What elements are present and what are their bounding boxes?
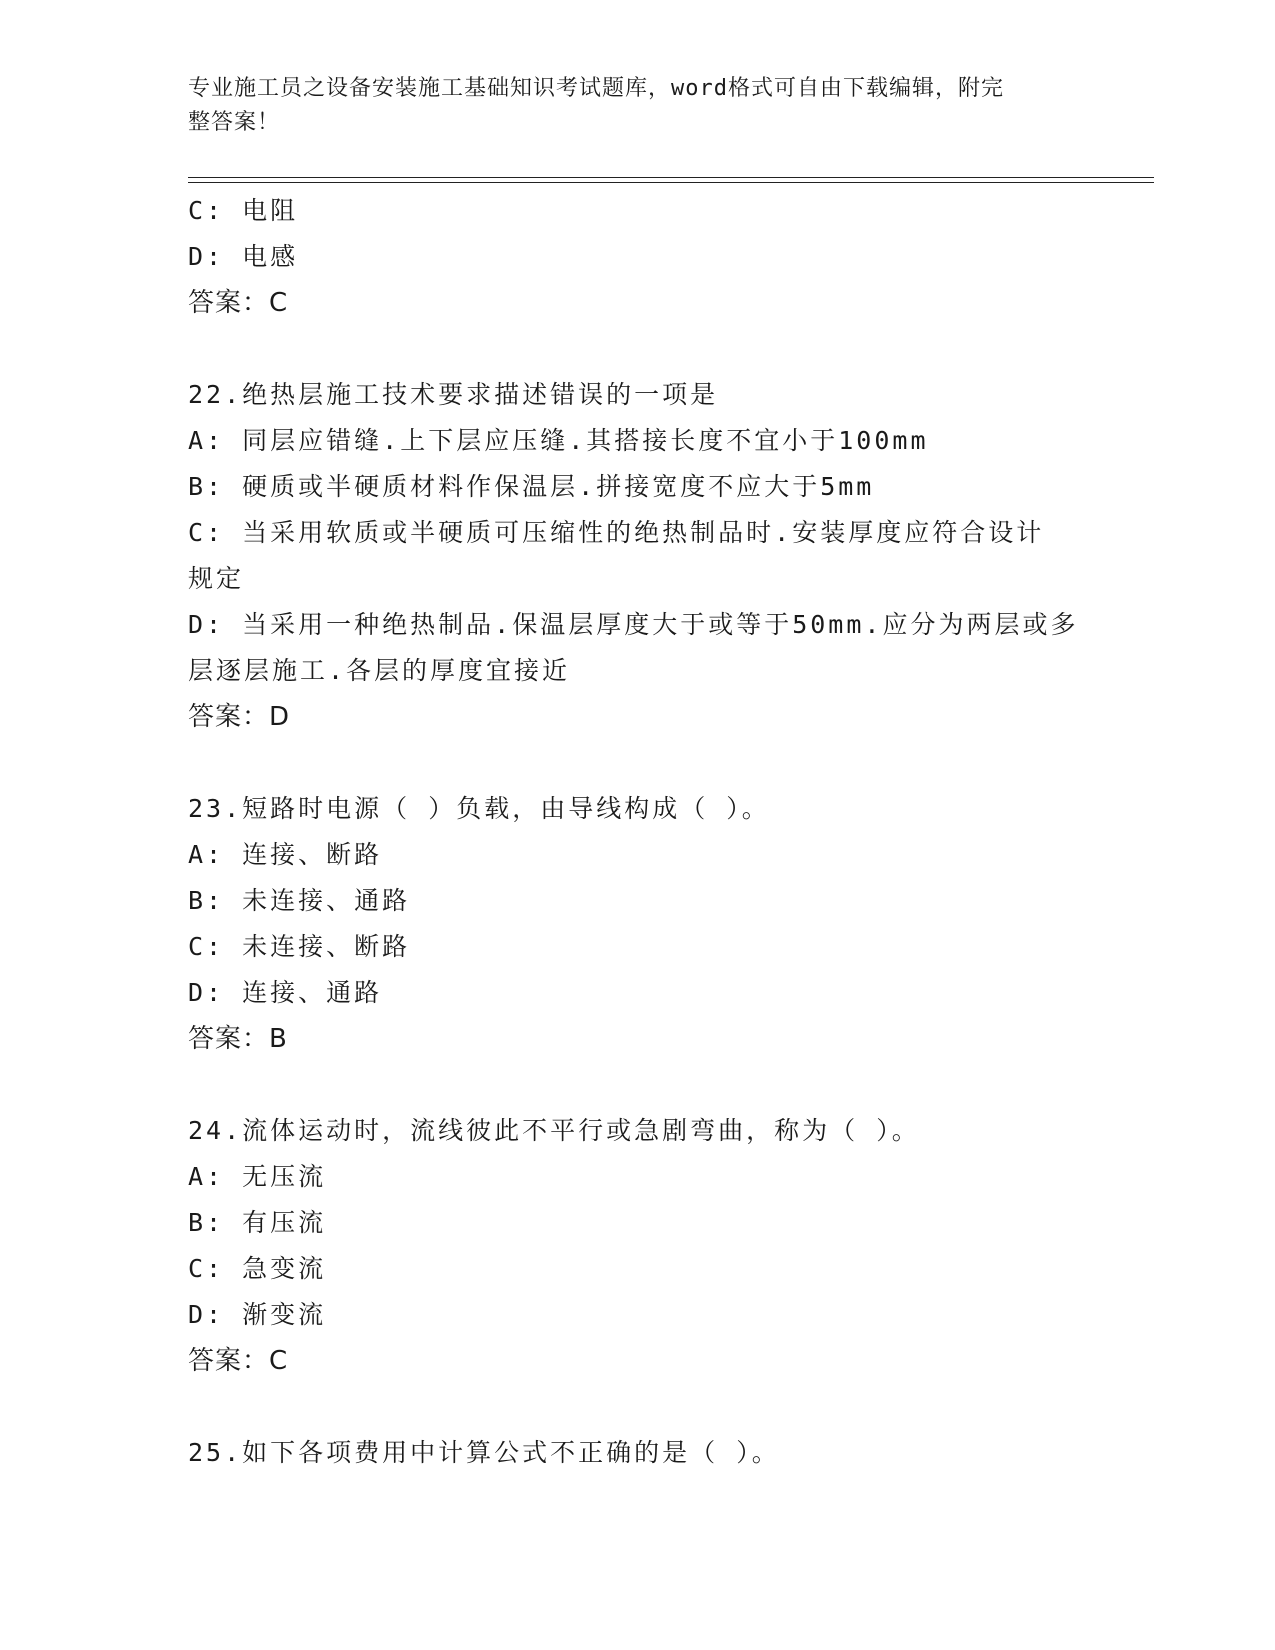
question-24	[188, 1108, 1088, 1384]
option-c: C: 电阻	[188, 196, 299, 225]
spacer	[188, 1062, 1088, 1108]
document-header	[188, 72, 1068, 140]
spacer	[188, 740, 1088, 786]
spacer	[188, 1384, 1088, 1430]
option-c: C: 未连接、断路	[188, 932, 411, 961]
question-list	[188, 188, 1088, 1476]
spacer	[188, 326, 1088, 372]
answer: 答案：D	[188, 702, 291, 732]
option-d: D: 当采用一种绝热制品.保温层厚度大于或等于50mm.应分为两层或多	[188, 610, 1079, 639]
option-a: A: 连接、断路	[188, 840, 383, 869]
answer: 答案：C	[188, 288, 289, 318]
question-text: 23.短路时电源（ ）负载，由导线构成（ ）。	[188, 794, 770, 823]
header-rule-bottom	[188, 182, 1154, 183]
question-text: 22.绝热层施工技术要求描述错误的一项是	[188, 380, 719, 409]
header-rule-top	[188, 177, 1154, 178]
option-b: B: 有压流	[188, 1208, 327, 1237]
answer: 答案：B	[188, 1024, 288, 1054]
question-23	[188, 786, 1088, 1062]
option-d: D: 连接、通路	[188, 978, 383, 1007]
question-text: 24.流体运动时，流线彼此不平行或急剧弯曲，称为（ ）。	[188, 1116, 920, 1145]
option-b: B: 硬质或半硬质材料作保温层.拼接宽度不应大于5mm	[188, 472, 875, 501]
option-d-continued: 层逐层施工.各层的厚度宜接近	[188, 656, 571, 685]
option-c: C: 急变流	[188, 1254, 327, 1283]
option-c: C: 当采用软质或半硬质可压缩性的绝热制品时.安装厚度应符合设计	[188, 518, 1045, 547]
option-a: A: 同层应错缝.上下层应压缝.其搭接长度不宜小于100mm	[188, 426, 929, 455]
answer: 答案：C	[188, 1346, 289, 1376]
question-21	[188, 188, 1088, 326]
question-25	[188, 1430, 1088, 1476]
option-c-continued: 规定	[188, 564, 245, 593]
option-a: A: 无压流	[188, 1162, 327, 1191]
option-b: B: 未连接、通路	[188, 886, 411, 915]
option-d: D: 渐变流	[188, 1300, 327, 1329]
question-text: 25.如下各项费用中计算公式不正确的是（ ）。	[188, 1438, 780, 1467]
question-22	[188, 372, 1088, 740]
header-line-2: 整答案！	[188, 110, 281, 135]
option-d: D: 电感	[188, 242, 299, 271]
header-line-1: 专业施工员之设备安装施工基础知识考试题库，word格式可自由下载编辑，附完	[188, 76, 1004, 101]
